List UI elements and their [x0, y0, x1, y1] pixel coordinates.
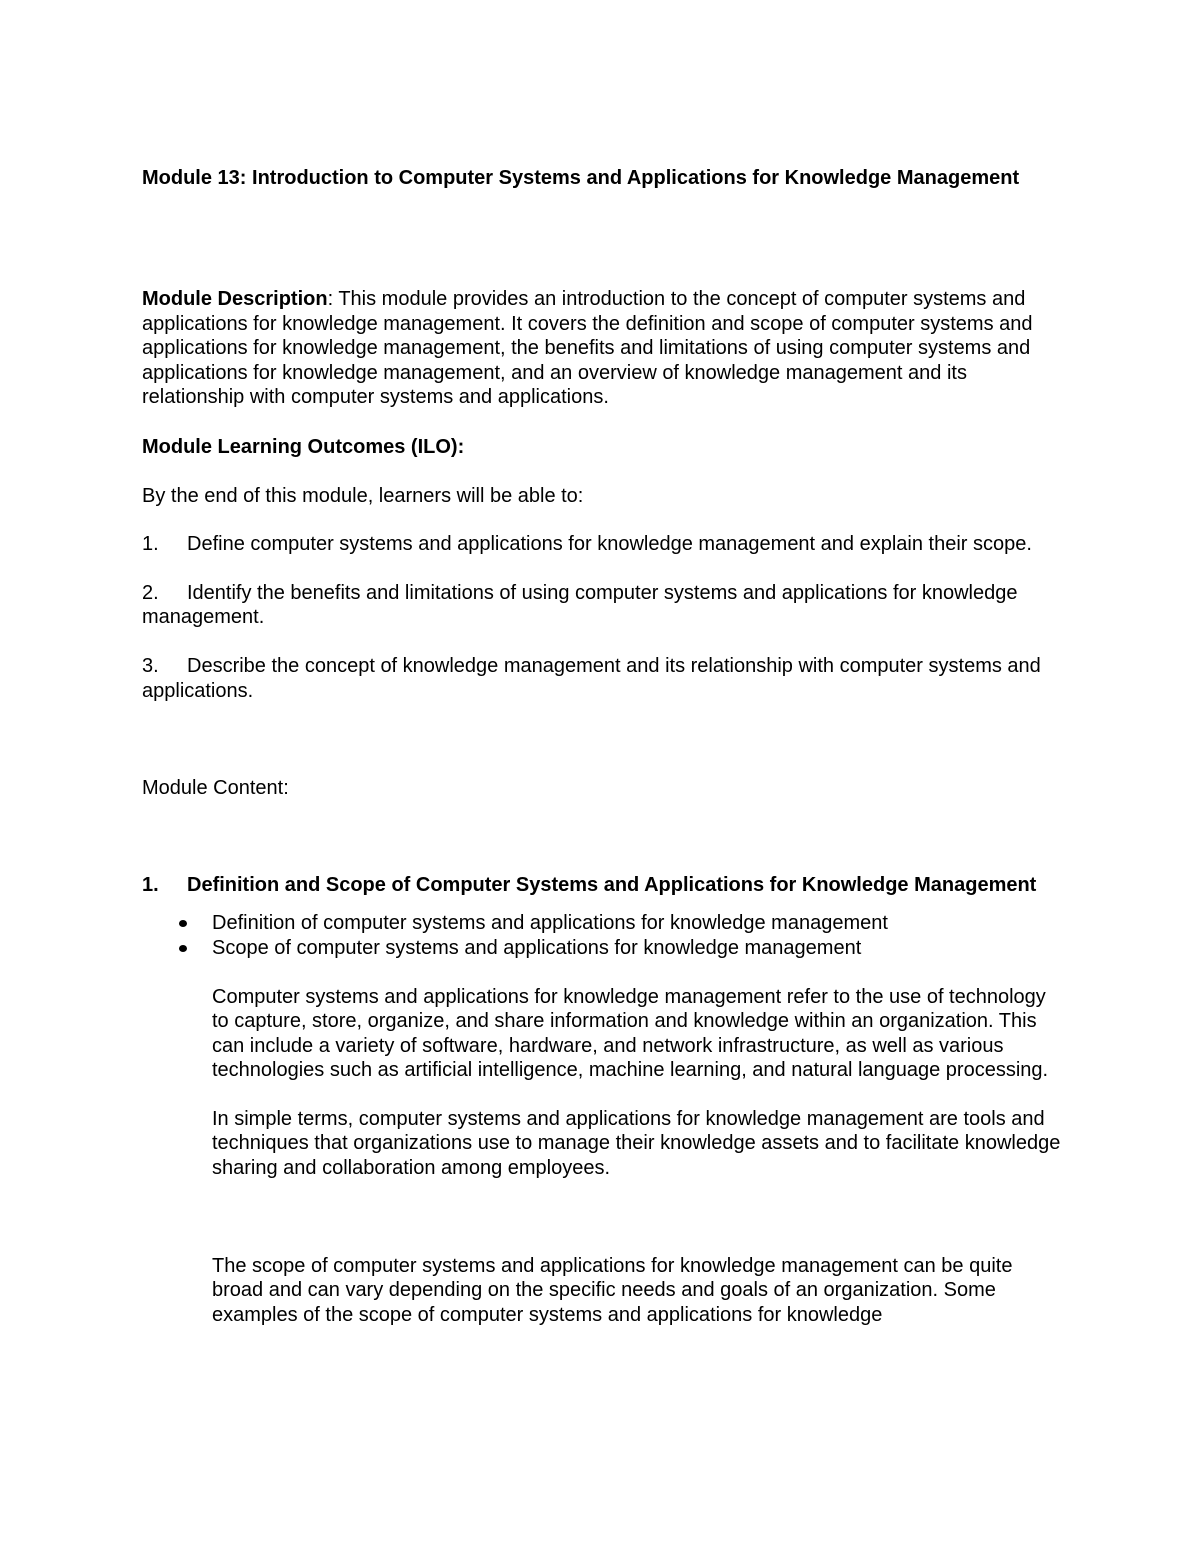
outcome-item	[142, 654, 1062, 703]
ilo-intro: By the end of this module, learners will be able to:	[142, 484, 584, 507]
body-paragraph: The scope of computer systems and applications for knowledge management can be quite broad and can vary depending on the specific needs and goals of an organization. Some examples of the scope of computer systems and applications for knowledge	[212, 1254, 1013, 1326]
outcome-item	[142, 581, 1062, 630]
section-title: Definition and Scope of Computer Systems and Applications for Knowledge Management	[187, 873, 1037, 896]
bullet-icon	[179, 920, 187, 927]
body-paragraph: In simple terms, computer systems and applications for knowledge management are tools and techniques that organizations use to manage their knowledge assets and to facilitate knowledge sharing and collaboration among employees.	[212, 1107, 1061, 1180]
module-description-label: Module Description	[142, 288, 328, 310]
bullet-text: Scope of computer systems and applications for knowledge management	[212, 936, 862, 959]
outcome-text: Describe the concept of knowledge management and its relationship with computer systems and applications.	[142, 654, 1041, 702]
body-paragraph: Computer systems and applications for knowledge management refer to the use of technology to capture, store, organize, and share information and knowledge within an organization. This can include a variety of software, hardware, and network infrastructure, as well as various technologies such as artificial intelligence, machine learning, and natural language processing.	[212, 985, 1049, 1082]
outcome-item	[142, 532, 1062, 557]
document-title: Module 13: Introduction to Computer Systems and Applications for Knowledge Management	[142, 167, 1020, 189]
document-page	[142, 166, 1062, 1327]
list-item	[142, 911, 1062, 936]
outcome-number: 1.	[142, 533, 159, 556]
outcome-number: 2.	[142, 581, 159, 604]
outcome-text: Define computer systems and applications for knowledge management and explain their scope.	[187, 533, 1032, 556]
bullet-icon	[179, 945, 187, 952]
section-heading	[142, 873, 1062, 898]
module-content-label: Module Content:	[142, 777, 289, 800]
list-item	[142, 936, 1062, 961]
outcome-number: 3.	[142, 654, 159, 677]
section-number: 1.	[142, 873, 159, 896]
module-description-text: : This module provides an introduction to the concept of computer systems and applications for knowledge management. It covers the definition and scope of computer systems and applications for knowledge management, the benefits and limitations of using computer systems and applications for knowledge management, and an overview of knowledge management and its relationship with computer systems and applications.	[142, 288, 1033, 409]
module-description	[142, 287, 1062, 410]
outcome-text: Identify the benefits and limitations of using computer systems and applications for knowledge management.	[142, 581, 1018, 629]
ilo-heading: Module Learning Outcomes (ILO):	[142, 435, 465, 458]
bullet-text: Definition of computer systems and applications for knowledge management	[212, 912, 888, 935]
bullet-list	[142, 911, 1062, 960]
